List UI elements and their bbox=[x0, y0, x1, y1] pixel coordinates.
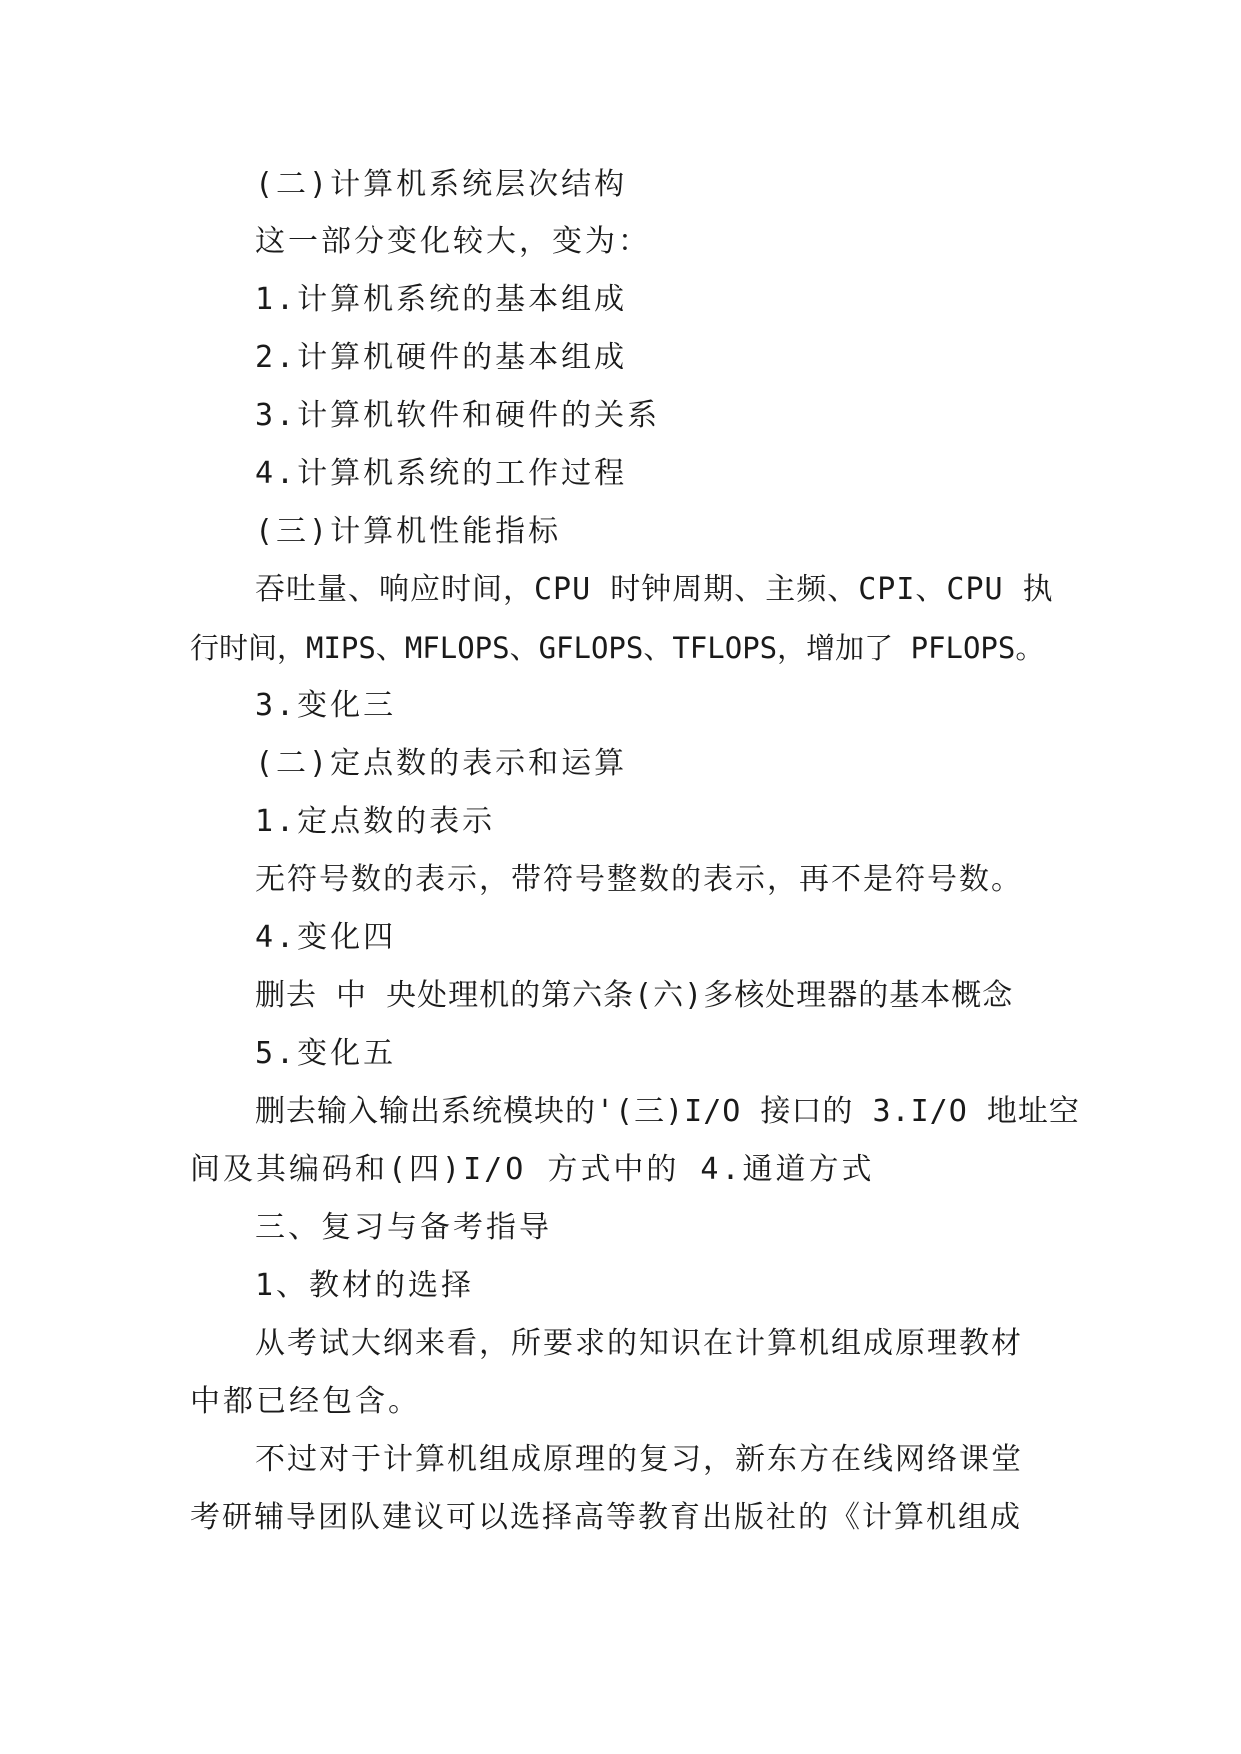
section-heading: 3.变化三 bbox=[255, 688, 397, 723]
list-item: 4.计算机系统的工作过程 bbox=[255, 456, 628, 491]
section-heading: (三)计算机性能指标 bbox=[255, 514, 562, 549]
section-heading: 三、复习与备考指导 bbox=[255, 1210, 552, 1245]
paragraph-line: 从考试大纲来看，所要求的知识在计算机组成原理教材 bbox=[255, 1326, 1023, 1361]
list-item: 3.计算机软件和硬件的关系 bbox=[255, 398, 661, 433]
paragraph-line: 吞吐量、响应时间，CPU 时钟周期、主频、CPI、CPU 执 bbox=[255, 572, 1054, 607]
section-heading: 5.变化五 bbox=[255, 1036, 397, 1071]
paragraph-line: 删去 中 央处理机的第六条(六)多核处理器的基本概念 bbox=[255, 978, 1014, 1013]
section-heading: 1、教材的选择 bbox=[255, 1268, 475, 1303]
section-heading: 4.变化四 bbox=[255, 920, 397, 955]
paragraph-line: 不过对于计算机组成原理的复习，新东方在线网络课堂 bbox=[255, 1442, 1023, 1477]
list-item: 2.计算机硬件的基本组成 bbox=[255, 340, 628, 375]
section-heading: (二)定点数的表示和运算 bbox=[255, 746, 628, 781]
list-item: 1.计算机系统的基本组成 bbox=[255, 282, 628, 317]
paragraph-line: 间及其编码和(四)I/O 方式中的 4.通道方式 bbox=[190, 1152, 875, 1187]
paragraph-line: 这一部分变化较大，变为： bbox=[255, 224, 651, 259]
list-item: 1.定点数的表示 bbox=[255, 804, 496, 839]
paragraph-line: 中都已经包含。 bbox=[190, 1384, 421, 1419]
paragraph-line: 无符号数的表示，带符号整数的表示，再不是符号数。 bbox=[255, 862, 1023, 897]
paragraph-line: 行时间，MIPS、MFLOPS、GFLOPS、TFLOPS，增加了 PFLOPS。 bbox=[190, 631, 1045, 665]
paragraph-line: 删去输入输出系统模块的'(三)I/O 接口的 3.I/O 地址空 bbox=[255, 1094, 1080, 1129]
section-heading: (二)计算机系统层次结构 bbox=[255, 167, 628, 202]
paragraph-line: 考研辅导团队建议可以选择高等教育出版社的《计算机组成 bbox=[190, 1500, 1022, 1535]
